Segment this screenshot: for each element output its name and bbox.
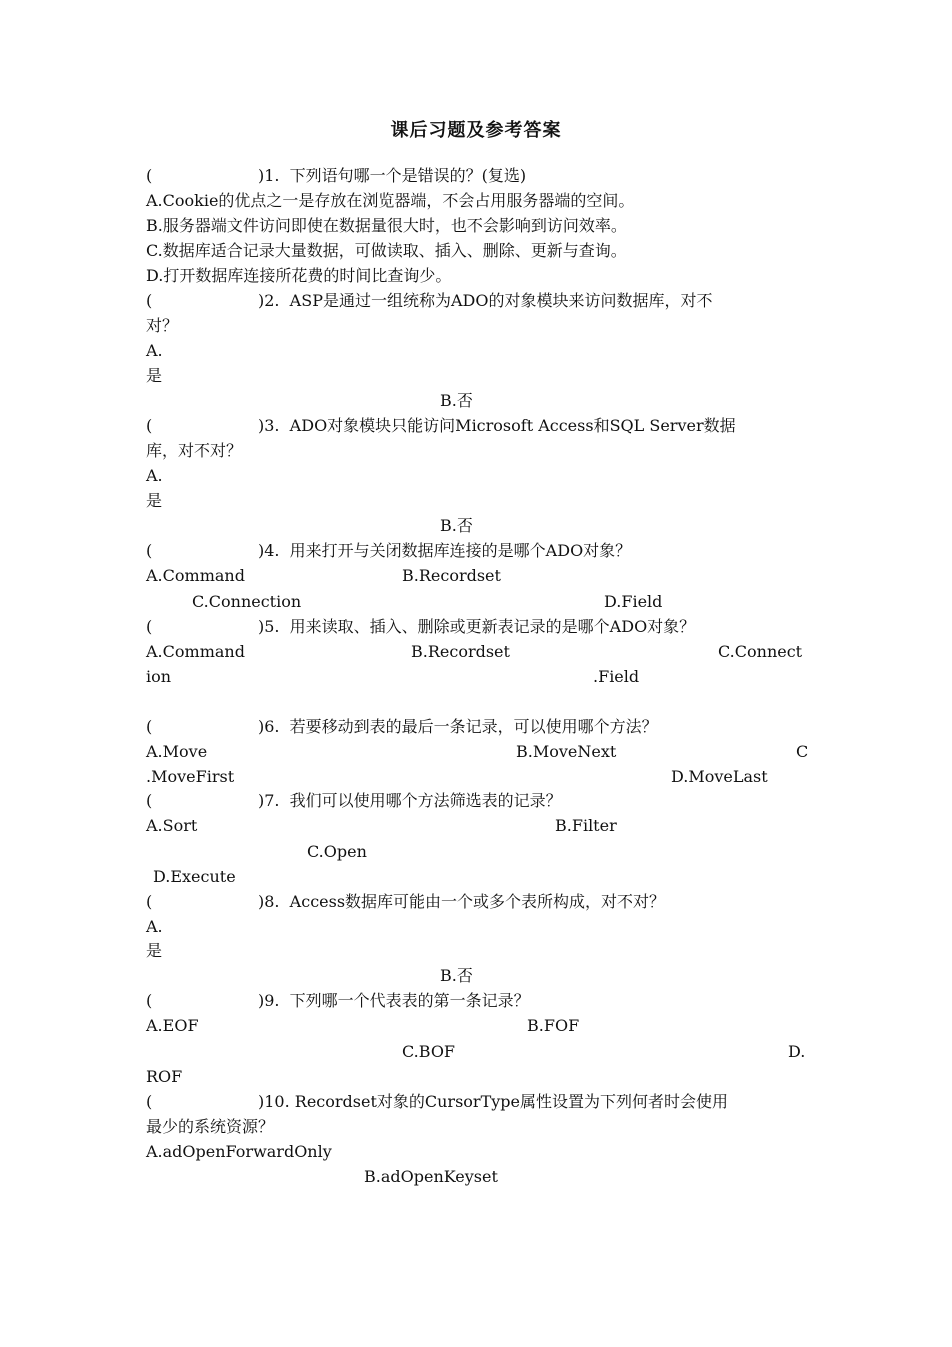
option-text: 是	[146, 491, 163, 510]
question-paren: (	[146, 541, 153, 560]
option-line: D.打开数据库连接所花费的时间比查询少。	[146, 266, 452, 285]
question-paren: (	[146, 617, 153, 636]
option-text: B.Recordset	[402, 566, 501, 585]
question-text: )7. 我们可以使用哪个方法筛选表的记录？	[258, 791, 562, 810]
question-text-cont: 最少的系统资源？	[146, 1117, 275, 1136]
option-text: D.MoveLast	[671, 767, 768, 786]
question-text: )1. 下列语句哪一个是错误的？(复选)	[258, 166, 527, 185]
option-text: B.MoveNext	[516, 742, 617, 761]
option-text: B.adOpenKeyset	[364, 1167, 498, 1186]
question-paren: (	[146, 892, 153, 911]
option-text: C.BOF	[402, 1042, 456, 1061]
option-line: C.数据库适合记录大量数据，可做读取、插入、删除、更新与查询。	[146, 241, 627, 260]
option-text: .MoveFirst	[146, 767, 235, 786]
option-text: ROF	[146, 1067, 183, 1086]
question-text: )9. 下列哪一个代表表的第一条记录？	[258, 991, 530, 1010]
option-text: A.Sort	[146, 816, 198, 835]
option-label: A.	[146, 917, 163, 936]
option-text: B.Recordset	[411, 642, 510, 661]
question-text-cont: 库，对不对？	[146, 441, 243, 460]
option-text: A.Move	[146, 742, 208, 761]
option-text: .Field	[593, 667, 640, 686]
option-text: C	[796, 742, 809, 761]
option-text: B.否	[440, 966, 473, 985]
option-text: C.Open	[307, 842, 367, 861]
question-text-cont: 对？	[146, 316, 179, 335]
question-text: )2. ASP是通过一组统称为ADO的对象模块来访问数据库，对不	[258, 291, 713, 310]
option-text: A.Command	[146, 566, 245, 585]
question-paren: (	[146, 291, 153, 310]
option-label: A.	[146, 466, 163, 485]
option-text: B.Filter	[555, 816, 617, 835]
question-paren: (	[146, 166, 153, 185]
page-title: 课后习题及参考答案	[390, 120, 562, 141]
option-line: B.服务器端文件访问即使在数据量很大时，也不会影响到访问效率。	[146, 216, 627, 235]
option-text: D.Field	[604, 592, 663, 611]
question-text: )6. 若要移动到表的最后一条记录，可以使用哪个方法？	[258, 717, 658, 736]
question-text: )8. Access数据库可能由一个或多个表所构成，对不对？	[258, 892, 666, 911]
option-text: C.Connect	[718, 642, 803, 661]
question-text: )4. 用来打开与关闭数据库连接的是哪个ADO对象？	[258, 541, 632, 560]
option-text: B.FOF	[527, 1016, 580, 1035]
option-text: D.	[788, 1042, 806, 1061]
question-text: )10. Recordset对象的CursorType属性设置为下列何者时会使用	[258, 1092, 728, 1111]
option-line: A.Cookie的优点之一是存放在浏览器端，不会占用服务器端的空间。	[146, 191, 635, 210]
option-text: 是	[146, 941, 163, 960]
option-text: C.Connection	[192, 592, 302, 611]
option-text: A.Command	[146, 642, 245, 661]
question-text: )5. 用来读取、插入、删除或更新表记录的是哪个ADO对象？	[258, 617, 696, 636]
option-text: A.adOpenForwardOnly	[146, 1142, 332, 1161]
option-text: 是	[146, 366, 163, 385]
option-text: D.Execute	[153, 867, 236, 886]
option-text: ion	[146, 667, 172, 686]
question-paren: (	[146, 717, 153, 736]
question-paren: (	[146, 791, 153, 810]
option-text: B.否	[440, 391, 473, 410]
question-text: )3. ADO对象模块只能访问Microsoft Access和SQL Server数据	[258, 416, 736, 435]
question-paren: (	[146, 416, 153, 435]
option-text: B.否	[440, 516, 473, 535]
option-label: A.	[146, 341, 163, 360]
option-text: A.EOF	[146, 1016, 199, 1035]
question-paren: (	[146, 1092, 153, 1111]
question-paren: (	[146, 991, 153, 1010]
